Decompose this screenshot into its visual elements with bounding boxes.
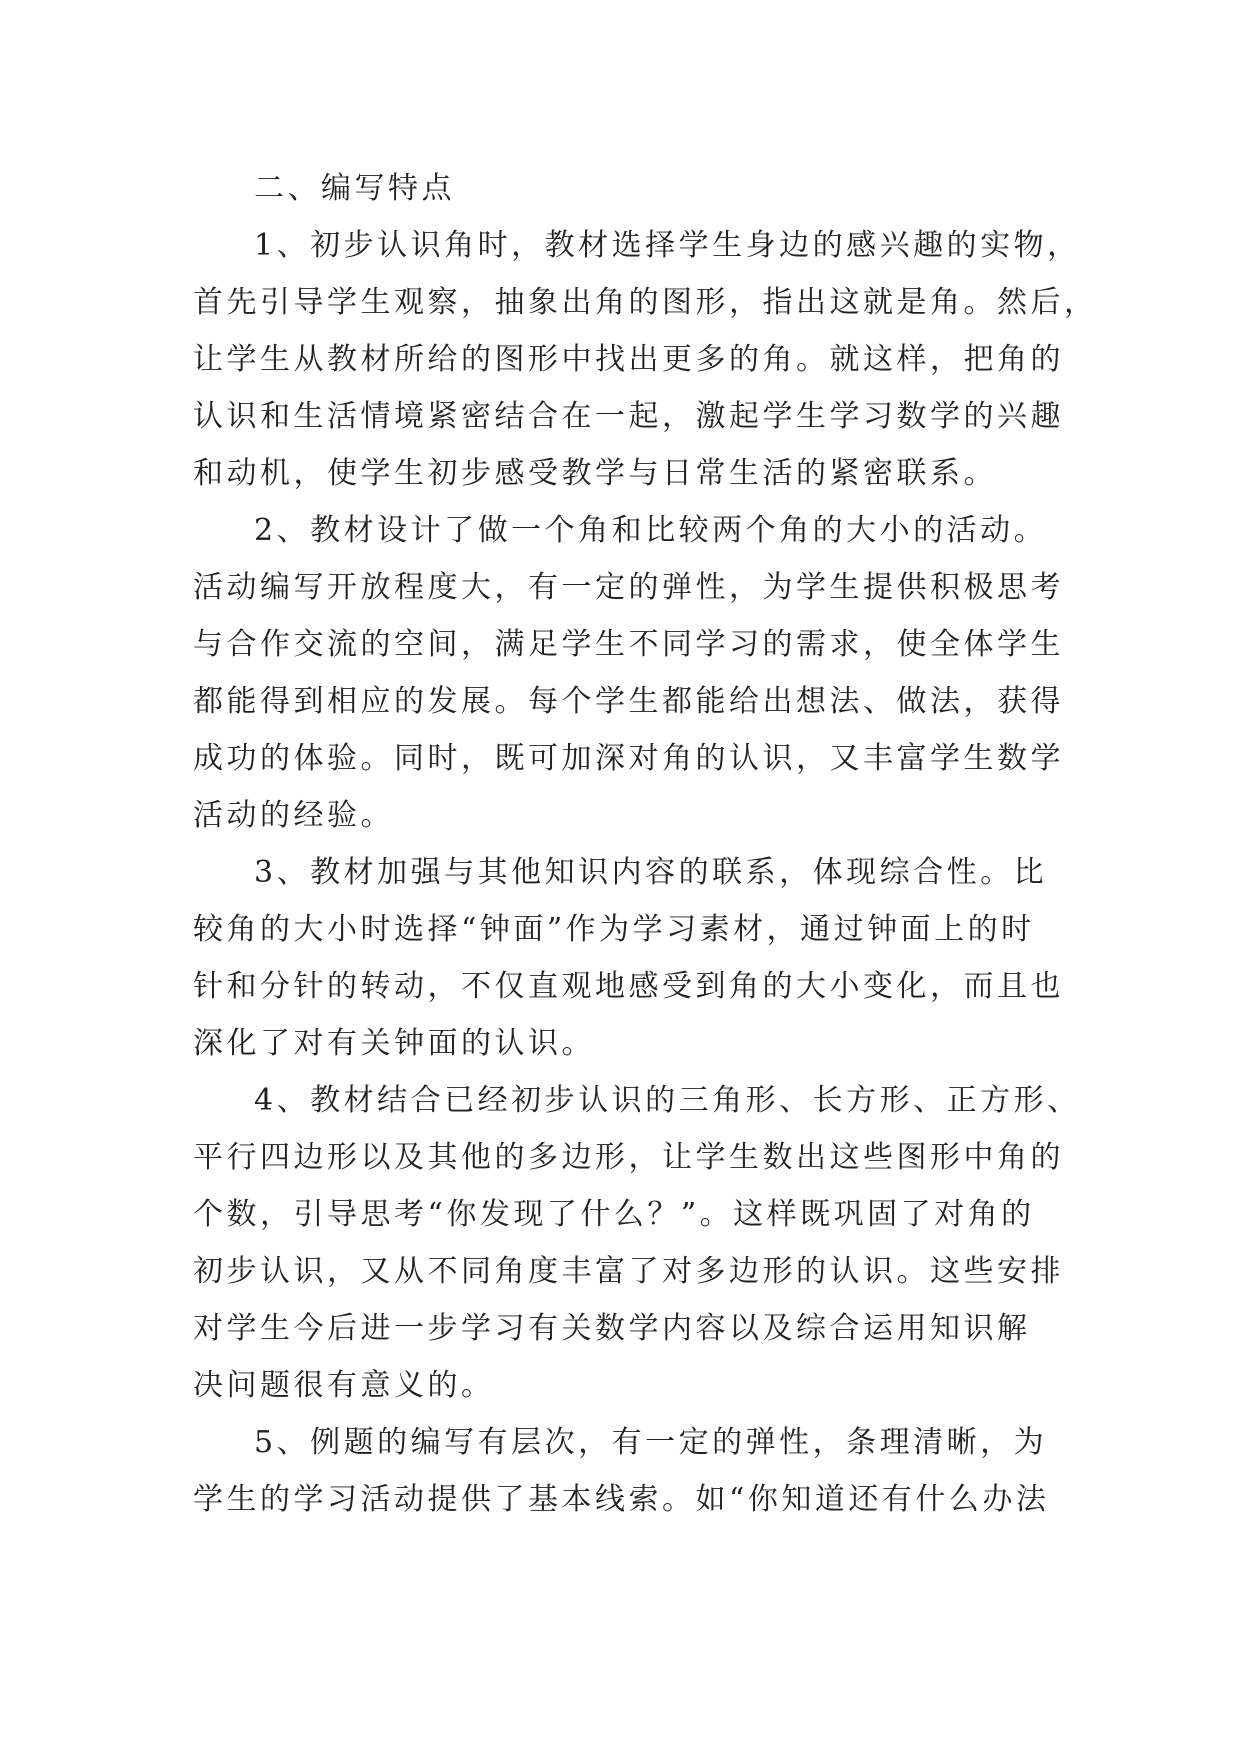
paragraph-4-line-3: 个数，引导思考“你发现了什么？”。这样既巩固了对角的 (193, 1197, 1035, 1232)
paragraph-1-line-4: 认识和生活情境紧密结合在一起，激起学生学习数学的兴趣 (193, 399, 1064, 434)
paragraph-1-line-5: 和动机，使学生初步感受教学与日常生活的紧密联系。 (193, 456, 997, 491)
paragraph-3-line-3: 针和分针的转动，不仅直观地感受到角的大小变化，而且也 (193, 969, 1064, 1004)
paragraph-4-line-1: 4、教材结合已经初步认识的三角形、长方形、正方形、 (254, 1083, 1081, 1118)
paragraph-3-line-1: 3、教材加强与其他知识内容的联系，体现综合性。比 (254, 855, 1048, 890)
paragraph-2-line-5: 成功的体验。同时，既可加深对角的认识，又丰富学生数学 (193, 741, 1064, 776)
paragraph-5-line-2: 学生的学习活动提供了基本线索。如“你知道还有什么办法 (193, 1482, 1050, 1517)
paragraph-3-line-2: 较角的大小时选择“钟面”作为学习素材，通过钟面上的时 (193, 912, 1035, 947)
paragraph-1-line-1: 1、初步认识角时，教材选择学生身边的感兴趣的实物， (254, 228, 1081, 263)
paragraph-2-line-6: 活动的经验。 (193, 798, 394, 833)
paragraph-3-line-4: 深化了对有关钟面的认识。 (193, 1026, 595, 1061)
paragraph-1-line-2: 首先引导学生观察，抽象出角的图形，指出这就是角。然后， (193, 285, 1098, 320)
paragraph-1-line-3: 让学生从教材所给的图形中找出更多的角。就这样，把角的 (193, 342, 1064, 377)
paragraph-2-line-1: 2、教材设计了做一个角和比较两个角的大小的活动。 (254, 513, 1048, 548)
paragraph-4-line-5: 对学生今后进一步学习有关数学内容以及综合运用知识解 (193, 1311, 1031, 1346)
paragraph-4-line-2: 平行四边形以及其他的多边形，让学生数出这些图形中角的 (193, 1140, 1064, 1175)
paragraph-2-line-3: 与合作交流的空间，满足学生不同学习的需求，使全体学生 (193, 627, 1064, 662)
paragraph-2-line-4: 都能得到相应的发展。每个学生都能给出想法、做法，获得 (193, 684, 1064, 719)
paragraph-4-line-4: 初步认识，又从不同角度丰富了对多边形的认识。这些安排 (193, 1254, 1064, 1289)
section-heading: 二、编写特点 (254, 171, 455, 206)
paragraph-2-line-2: 活动编写开放程度大，有一定的弹性，为学生提供积极思考 (193, 570, 1064, 605)
document-body (193, 160, 1098, 1528)
paragraph-4-line-6: 决问题很有意义的。 (193, 1368, 495, 1403)
paragraph-5-line-1: 5、例题的编写有层次，有一定的弹性，条理清晰，为 (254, 1425, 1048, 1460)
